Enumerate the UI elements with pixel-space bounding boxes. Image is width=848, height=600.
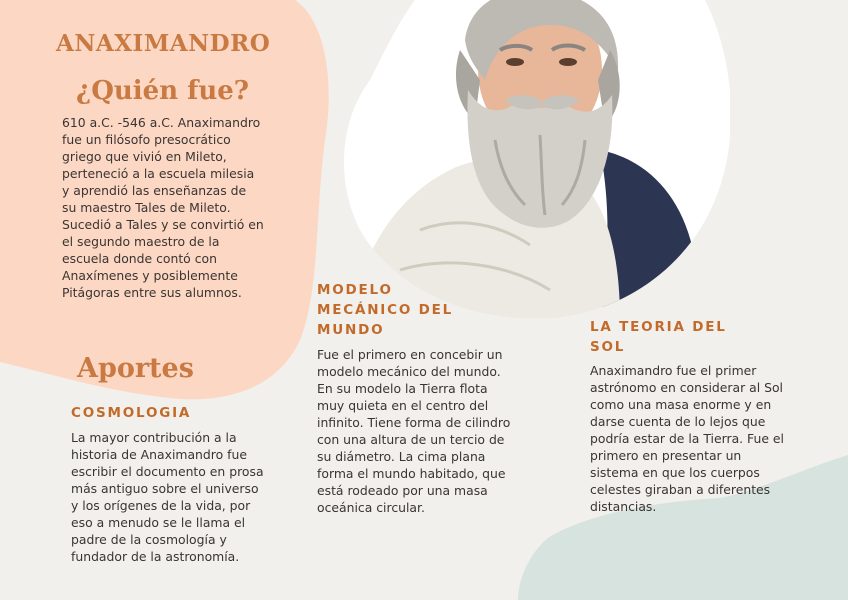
who-heading: ¿Quién fue? (76, 76, 250, 106)
sol-heading: LA TEORIA DEL SOL (590, 319, 727, 355)
modelo-heading: MODELO MECÁNICO DEL MUNDO (317, 282, 454, 338)
cosmologia-text: La mayor contribución a la historia de Anaximandro fue escribir el documento en prosa más antiguo sobre el universo y los orígenes de la vida, por eso a menudo se le llama el padre de la cosmología y fundador de la astronomía. (71, 430, 264, 564)
intro-text: 610 a.C. -546 a.C. Anaximandro fue un filósofo presocrático griego que vivió en Mileto, perteneció a la escuela milesia y aprendió las enseñanzas de su maestro Tales de Mileto. Sucedió a Tales y se convirtió en el segundo maestro de la escuela donde contó con Anaxímenes y posiblemente Pitágoras entre sus alumnos. (62, 115, 264, 300)
aportes-heading: Aportes (77, 353, 194, 384)
sol-text: Anaximandro fue el primer astrónomo en considerar al Sol como una masa enorme y en darse cuenta de lo lejos que podría estar de la Tierra. Fue el primero en presentar un sistema en que los cuerpos celestes giraban a diferentes distancias. (590, 363, 784, 514)
anaximander-portrait (300, 0, 730, 320)
cosmologia-heading: COSMOLOGIA (71, 405, 192, 421)
modelo-text: Fue el primero en concebir un modelo mecánico del mundo. En su modelo la Tierra flota muy quieta en el centro del infinito. Tiene forma de cilindro con una altura de un tercio de su diámetro. La cima plana forma el mundo habitado, que está rodeado por una masa oceánica circular. (317, 347, 511, 515)
page-title: ANAXIMANDRO (56, 30, 271, 57)
